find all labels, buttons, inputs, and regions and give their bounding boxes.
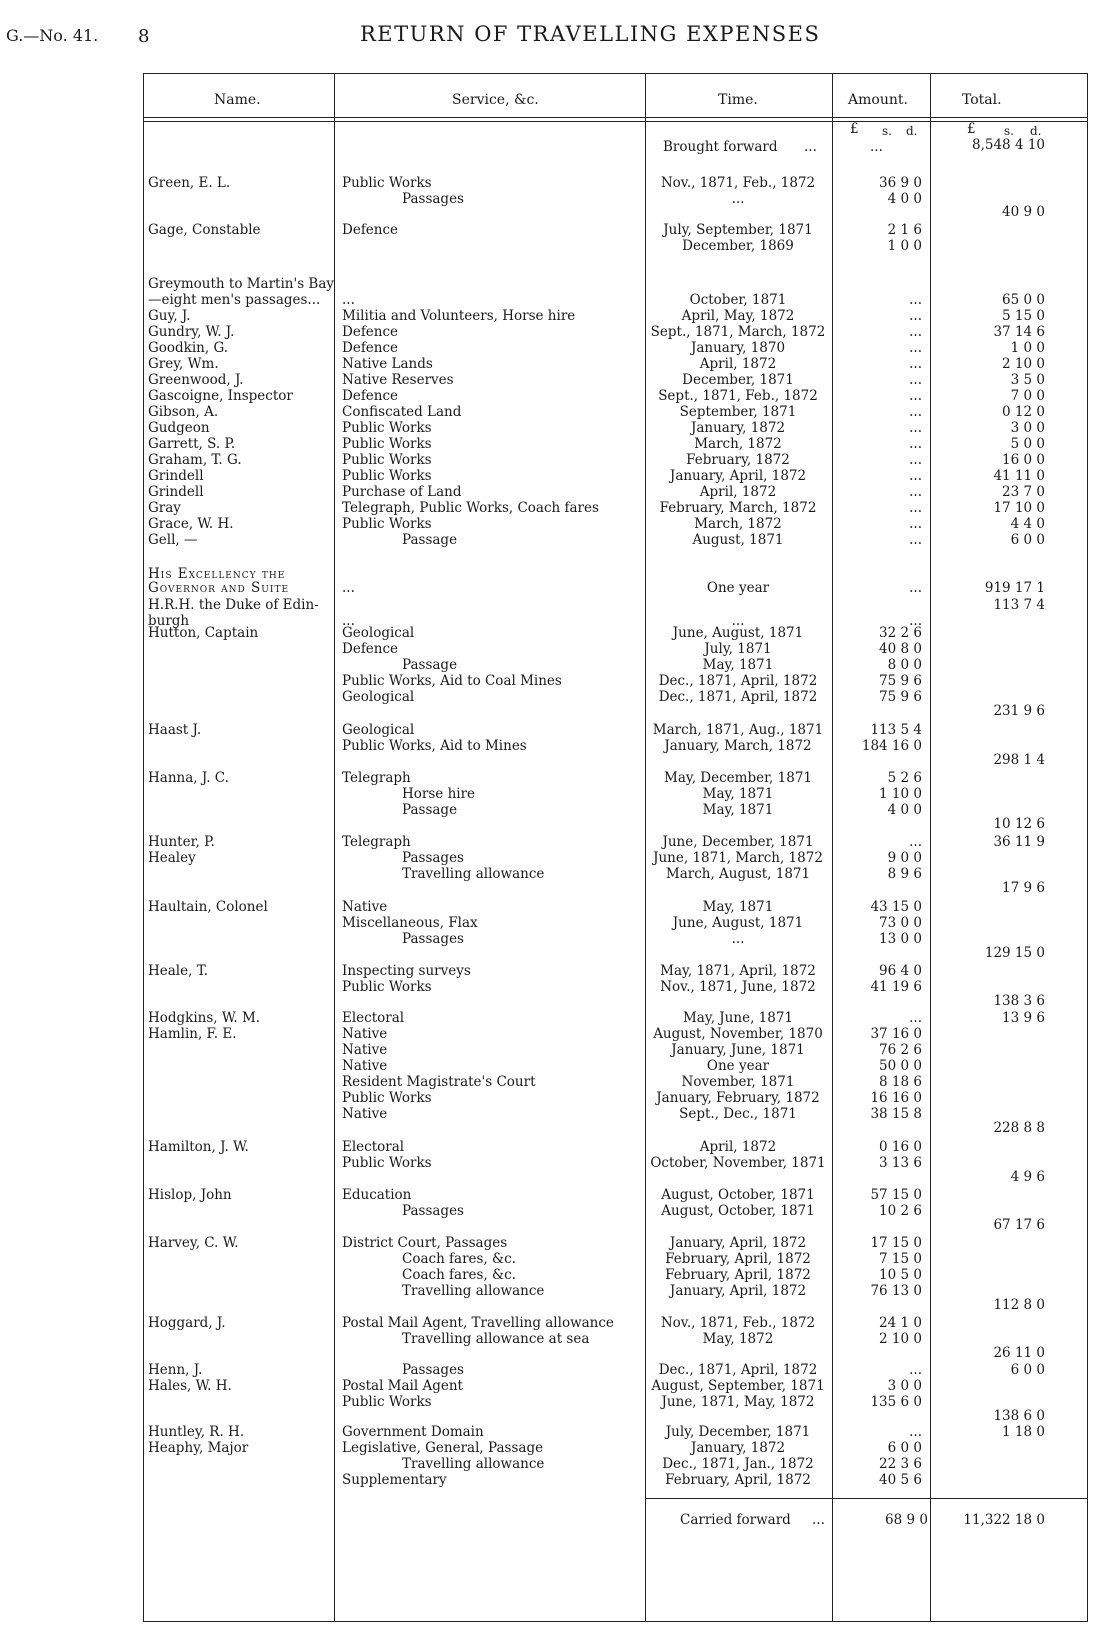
- entry-service: Native Reserves: [342, 372, 454, 388]
- entry-amount: 9 0 0: [887, 850, 922, 866]
- entry-amount: ...: [909, 834, 922, 850]
- entry-service: Native: [342, 1106, 388, 1122]
- entry-amount: 50 0 0: [879, 1058, 922, 1074]
- entry-amount: 1 0 0: [887, 238, 922, 254]
- entry-time: Nov., 1871, Feb., 1872: [660, 1315, 816, 1331]
- entry-name: Grindell: [148, 468, 204, 484]
- document-reference: G.—No. 41.: [6, 26, 99, 45]
- entry-time: July, December, 1871: [665, 1424, 811, 1440]
- entry-service: Education: [342, 1187, 412, 1203]
- entry-amount: 16 16 0: [870, 1090, 922, 1106]
- entry-service: Government Domain: [342, 1424, 484, 1440]
- entry-service: ...: [342, 580, 355, 596]
- entry-time: August, September, 1871: [651, 1378, 825, 1394]
- entry-total: 112 8 0: [993, 1297, 1045, 1313]
- entry-amount: ...: [909, 484, 922, 500]
- entry-time: July, September, 1871: [663, 222, 813, 238]
- entry-total: 0 12 0: [1002, 404, 1045, 420]
- entry-amount: 2 10 0: [879, 1331, 922, 1347]
- entry-time: Dec., 1871, April, 1872: [658, 673, 818, 689]
- entry-name: Hislop, John: [148, 1187, 232, 1203]
- entry-name: Heaphy, Major: [148, 1440, 249, 1456]
- entry-time: Nov., 1871, Feb., 1872: [660, 175, 816, 191]
- entry-total: 37 14 6: [993, 324, 1045, 340]
- carried-forward-rule: [645, 1498, 1088, 1499]
- entry-name: Gage, Constable: [148, 222, 261, 238]
- entry-service: Public Works, Aid to Mines: [342, 738, 527, 754]
- entry-service: Geological: [342, 722, 415, 738]
- entry-time: June, 1871, May, 1872: [661, 1394, 815, 1410]
- entry-service: Defence: [342, 641, 399, 657]
- entry-time: Sept., 1871, Feb., 1872: [658, 388, 818, 404]
- entry-time: January, February, 1872: [656, 1090, 820, 1106]
- entry-name: Haast J.: [148, 722, 202, 738]
- entry-total: 17 10 0: [993, 500, 1045, 516]
- column-time-header: Time.: [718, 92, 758, 108]
- entry-time: May, 1871: [702, 802, 774, 818]
- entry-time: May, June, 1871: [682, 1010, 794, 1026]
- entry-service: Militia and Volunteers, Horse hire: [342, 308, 576, 324]
- page-header: [0, 18, 1114, 48]
- entry-time: August, October, 1871: [661, 1203, 815, 1219]
- entry-service: Public Works: [342, 1394, 432, 1410]
- entry-name: Hutton, Captain: [148, 625, 259, 641]
- entry-service: Telegraph: [342, 834, 411, 850]
- entry-amount: 73 0 0: [879, 915, 922, 931]
- entry-time: March, August, 1871: [665, 866, 811, 882]
- entry-total: 5 15 0: [1002, 308, 1045, 324]
- entry-service: Native: [342, 1058, 388, 1074]
- entry-service: Passages: [402, 191, 464, 207]
- entry-time: Dec., 1871, April, 1872: [658, 1362, 818, 1378]
- entry-service: Travelling allowance: [402, 1283, 545, 1299]
- entry-name: Gibson, A.: [148, 404, 219, 420]
- entry-time: January, April, 1872: [669, 1283, 807, 1299]
- entry-name: Green, E. L.: [148, 175, 231, 191]
- entry-name: Harvey, C. W.: [148, 1235, 239, 1251]
- brought-forward-label: Brought forward: [663, 139, 778, 155]
- entry-service: ...: [342, 292, 355, 308]
- entry-service: Public Works: [342, 516, 432, 532]
- entry-name: Hoggard, J.: [148, 1315, 226, 1331]
- entry-service: Public Works, Aid to Coal Mines: [342, 673, 562, 689]
- entry-amount: ...: [909, 420, 922, 436]
- entry-service: Public Works: [342, 452, 432, 468]
- entry-total: 65 0 0: [1002, 292, 1045, 308]
- entry-time: February, April, 1872: [665, 1251, 811, 1267]
- entry-total: 13 9 6: [1002, 1010, 1045, 1026]
- entry-service: Passage: [402, 532, 458, 548]
- entry-total: 4 4 0: [1010, 516, 1045, 532]
- entry-time: January, April, 1872: [669, 468, 807, 484]
- entry-amount: 22 3 6: [879, 1456, 922, 1472]
- entry-service: ...: [342, 613, 355, 629]
- entry-service: Resident Magistrate's Court: [342, 1074, 536, 1090]
- entry-service: District Court, Passages: [342, 1235, 508, 1251]
- entry-name: Haultain, Colonel: [148, 899, 268, 915]
- entry-service: Electoral: [342, 1139, 405, 1155]
- entry-service: Purchase of Land: [342, 484, 462, 500]
- entry-service: Passages: [402, 931, 464, 947]
- entry-service: Native: [342, 1026, 388, 1042]
- entry-service: Native: [342, 899, 388, 915]
- entry-time: April, 1872: [699, 356, 777, 372]
- entry-time: October, November, 1871: [650, 1155, 826, 1171]
- entry-amount: 8 9 6: [887, 866, 922, 882]
- entry-service: Horse hire: [402, 786, 476, 802]
- entry-time: ...: [731, 191, 745, 207]
- entry-amount: ...: [909, 436, 922, 452]
- table-top-rule: [143, 73, 1088, 74]
- entry-amount: 10 2 6: [879, 1203, 922, 1219]
- entry-time: January, March, 1872: [664, 738, 812, 754]
- entry-total: 6 0 0: [1010, 1362, 1045, 1378]
- entry-time: May, December, 1871: [664, 770, 812, 786]
- entry-name: Hunter, P.: [148, 834, 215, 850]
- entry-service: Defence: [342, 222, 399, 238]
- entry-time: April, May, 1872: [681, 308, 795, 324]
- entry-amount: ...: [909, 308, 922, 324]
- entry-time: July, 1871: [704, 641, 772, 657]
- entry-amount: 32 2 6: [879, 625, 922, 641]
- entry-amount: 113 5 4: [870, 722, 922, 738]
- entry-name: Healey: [148, 850, 196, 866]
- entry-amount: ...: [909, 292, 922, 308]
- entry-service: Supplementary: [342, 1472, 447, 1488]
- entry-service: Travelling allowance at sea: [402, 1331, 590, 1347]
- entry-name: Huntley, R. H.: [148, 1424, 245, 1440]
- entry-amount: 41 19 6: [870, 979, 922, 995]
- entry-time: March, 1872: [694, 516, 782, 532]
- entry-name: His Excellency the: [148, 566, 286, 582]
- entry-name: Governor and Suite: [148, 580, 290, 596]
- entry-amount: 76 13 0: [870, 1283, 922, 1299]
- entry-amount: 8 0 0: [887, 657, 922, 673]
- entry-service: Travelling allowance: [402, 866, 545, 882]
- entry-time: January, 1872: [690, 420, 786, 436]
- entry-amount: 75 9 6: [879, 689, 922, 705]
- entry-amount: 3 0 0: [887, 1378, 922, 1394]
- entry-service: Passages: [402, 1203, 464, 1219]
- entry-time: December, 1869: [682, 238, 794, 254]
- entry-amount: 10 5 0: [879, 1267, 922, 1283]
- entry-name: H.R.H. the Duke of Edin-: [148, 597, 319, 613]
- entry-time: ...: [731, 931, 745, 947]
- entry-time: October, 1871: [689, 292, 787, 308]
- entry-time: Nov., 1871, June, 1872: [660, 979, 816, 995]
- entry-amount: 57 15 0: [870, 1187, 922, 1203]
- entry-amount: ...: [909, 1362, 922, 1378]
- entry-time: April, 1872: [699, 484, 777, 500]
- entry-name: Grey, Wm.: [148, 356, 219, 372]
- entry-amount: 8 18 6: [879, 1074, 922, 1090]
- entry-total: 138 6 0: [993, 1408, 1045, 1424]
- entry-time: June, December, 1871: [662, 834, 814, 850]
- column-service-header: Service, &c.: [452, 92, 539, 108]
- entry-service: Miscellaneous, Flax: [342, 915, 478, 931]
- entry-time: May, 1871: [702, 899, 774, 915]
- entry-amount: ...: [909, 1424, 922, 1440]
- entry-service: Telegraph: [342, 770, 411, 786]
- page-title: RETURN OF TRAVELLING EXPENSES: [360, 22, 821, 46]
- entry-time: August, 1871: [692, 532, 784, 548]
- total-penny-label: d.: [1030, 124, 1042, 138]
- entry-name: Hamlin, F. E.: [148, 1026, 237, 1042]
- total-pound-label: £: [967, 121, 976, 137]
- entry-name: Heale, T.: [148, 963, 209, 979]
- entry-time: One year: [706, 580, 770, 596]
- entry-time: May, 1871: [702, 657, 774, 673]
- entry-amount: 184 16 0: [861, 738, 922, 754]
- entry-amount: ...: [909, 516, 922, 532]
- entry-total: 26 11 0: [993, 1345, 1045, 1361]
- carried-forward-dots: ...: [812, 1512, 825, 1528]
- entry-amount: ...: [909, 532, 922, 548]
- entry-time: August, October, 1871: [661, 1187, 815, 1203]
- entry-name: Hodgkins, W. M.: [148, 1010, 261, 1026]
- entry-service: Passage: [402, 657, 458, 673]
- entry-service: Public Works: [342, 1090, 432, 1106]
- entry-service: Passage: [402, 802, 458, 818]
- entry-amount: ...: [909, 500, 922, 516]
- entry-amount: ...: [909, 452, 922, 468]
- entry-amount: 1 10 0: [879, 786, 922, 802]
- entry-time: Sept., Dec., 1871: [679, 1106, 797, 1122]
- entry-time: May, 1871, April, 1872: [660, 963, 816, 979]
- entry-total: 1 0 0: [1010, 340, 1045, 356]
- entry-amount: 13 0 0: [879, 931, 922, 947]
- entry-service: Confiscated Land: [342, 404, 462, 420]
- entry-total: 2 10 0: [1002, 356, 1045, 372]
- entry-service: Defence: [342, 324, 399, 340]
- entry-amount: ...: [909, 388, 922, 404]
- entry-name: Henn, J.: [148, 1362, 203, 1378]
- entry-service: Public Works: [342, 175, 432, 191]
- entry-amount: 4 0 0: [887, 802, 922, 818]
- entry-amount: 0 16 0: [879, 1139, 922, 1155]
- entry-service: Passages: [402, 1362, 464, 1378]
- entry-amount: 36 9 0: [879, 175, 922, 191]
- entry-amount: 3 13 6: [879, 1155, 922, 1171]
- entry-total: 3 0 0: [1010, 420, 1045, 436]
- entry-time: December, 1871: [682, 372, 794, 388]
- entry-amount: ...: [909, 356, 922, 372]
- entry-time: June, 1871, March, 1872: [653, 850, 823, 866]
- entry-total: 7 0 0: [1010, 388, 1045, 404]
- entry-amount: 135 6 0: [870, 1394, 922, 1410]
- entry-name: —eight men's passages...: [148, 292, 321, 308]
- entry-time: September, 1871: [679, 404, 797, 420]
- entry-amount: 43 15 0: [870, 899, 922, 915]
- entry-amount: 7 15 0: [879, 1251, 922, 1267]
- amount-penny-label: d.: [906, 124, 918, 138]
- entry-name: Gudgeon: [148, 420, 210, 436]
- entry-amount: ...: [909, 468, 922, 484]
- entry-amount: ...: [909, 580, 922, 596]
- entry-total: 16 0 0: [1002, 452, 1045, 468]
- entry-total: 1 18 0: [1002, 1424, 1045, 1440]
- entry-amount: ...: [909, 1010, 922, 1026]
- entry-time: April, 1872: [699, 1139, 777, 1155]
- entry-time: One year: [706, 1058, 770, 1074]
- entry-amount: 5 2 6: [887, 770, 922, 786]
- carried-forward-amount: 68 9 0: [885, 1512, 928, 1528]
- entry-total: 36 11 9: [993, 834, 1045, 850]
- entry-service: Electoral: [342, 1010, 405, 1026]
- entry-service: Postal Mail Agent, Travelling allowance: [342, 1315, 614, 1331]
- entry-amount: ...: [909, 340, 922, 356]
- entry-time: November, 1871: [681, 1074, 795, 1090]
- entry-amount: 75 9 6: [879, 673, 922, 689]
- entry-name: Greymouth to Martin's Bay: [148, 276, 335, 292]
- brought-forward-amount: ...: [870, 139, 883, 155]
- entry-name: Hamilton, J. W.: [148, 1139, 249, 1155]
- entry-total: 231 9 6: [993, 703, 1045, 719]
- entry-time: June, August, 1871: [672, 625, 804, 641]
- entry-time: January, April, 1872: [669, 1235, 807, 1251]
- entry-amount: ...: [909, 324, 922, 340]
- column-total-header: Total.: [962, 92, 1002, 108]
- entry-time: March, 1872: [694, 436, 782, 452]
- entry-service: Telegraph, Public Works, Coach fares: [342, 500, 599, 516]
- header-rule: [143, 117, 1088, 118]
- amount-shilling-label: s.: [882, 124, 892, 138]
- entry-time: February, 1872: [686, 452, 790, 468]
- entry-time: June, August, 1871: [672, 915, 804, 931]
- total-shilling-label: s.: [1004, 124, 1014, 138]
- entry-amount: ...: [909, 404, 922, 420]
- entry-service: Postal Mail Agent: [342, 1378, 463, 1394]
- entry-service: Public Works: [342, 436, 432, 452]
- entry-total: 3 5 0: [1010, 372, 1045, 388]
- entry-total: 129 15 0: [984, 945, 1045, 961]
- entry-amount: 24 1 0: [879, 1315, 922, 1331]
- entry-service: Public Works: [342, 1155, 432, 1171]
- entry-service: Inspecting surveys: [342, 963, 471, 979]
- entry-total: 41 11 0: [993, 468, 1045, 484]
- entry-service: Legislative, General, Passage: [342, 1440, 544, 1456]
- entry-total: 67 17 6: [993, 1217, 1045, 1233]
- entry-time: ...: [731, 613, 745, 629]
- entry-amount: 96 4 0: [879, 963, 922, 979]
- brought-forward-total: 8,548 4 10: [972, 137, 1045, 153]
- entry-total: 10 12 6: [993, 816, 1045, 832]
- entry-service: Public Works: [342, 420, 432, 436]
- entry-total: 138 3 6: [993, 993, 1045, 1009]
- entry-total: 5 0 0: [1010, 436, 1045, 452]
- entry-amount: 37 16 0: [870, 1026, 922, 1042]
- entry-time: January, 1870: [690, 340, 786, 356]
- entry-time: Dec., 1871, Jan., 1872: [662, 1456, 814, 1472]
- entry-name: Gundry, W. J.: [148, 324, 235, 340]
- entry-name: Grace, W. H.: [148, 516, 234, 532]
- entry-name: Guy, J.: [148, 308, 191, 324]
- entry-total: 298 1 4: [993, 752, 1045, 768]
- entry-amount: ...: [909, 613, 922, 629]
- entry-total: 6 0 0: [1010, 532, 1045, 548]
- entry-total: 919 17 1: [984, 580, 1045, 596]
- entry-time: August, November, 1870: [653, 1026, 823, 1042]
- entry-time: Sept., 1871, March, 1872: [650, 324, 826, 340]
- entry-total: 4 9 6: [1010, 1169, 1045, 1185]
- entry-service: Defence: [342, 340, 399, 356]
- entry-amount: 6 0 0: [887, 1440, 922, 1456]
- column-divider: [645, 73, 646, 1621]
- entry-time: May, 1872: [702, 1331, 774, 1347]
- entry-total: 113 7 4: [993, 597, 1045, 613]
- entry-time: February, April, 1872: [665, 1267, 811, 1283]
- entry-service: Native Lands: [342, 356, 433, 372]
- entry-name: Gray: [148, 500, 181, 516]
- entry-service: Travelling allowance: [402, 1456, 545, 1472]
- amount-pound-label: £: [850, 121, 859, 137]
- entry-name: Gell, —: [148, 532, 198, 548]
- entry-amount: ...: [909, 372, 922, 388]
- entry-name: Goodkin, G.: [148, 340, 229, 356]
- entry-name: Greenwood, J.: [148, 372, 244, 388]
- entry-time: May, 1871: [702, 786, 774, 802]
- entry-total: 17 9 6: [1002, 880, 1045, 896]
- entry-name: Garrett, S. P.: [148, 436, 236, 452]
- header-rule-double: [143, 121, 1088, 122]
- entry-amount: 2 1 6: [887, 222, 922, 238]
- entry-time: Dec., 1871, April, 1872: [658, 689, 818, 705]
- entry-service: Defence: [342, 388, 399, 404]
- entry-total: 23 7 0: [1002, 484, 1045, 500]
- entry-service: Geological: [342, 689, 415, 705]
- entry-service: Coach fares, &c.: [402, 1251, 516, 1267]
- page-number: 8: [138, 26, 150, 47]
- entry-amount: 4 0 0: [887, 191, 922, 207]
- entry-name: Grindell: [148, 484, 204, 500]
- entry-name: Gascoigne, Inspector: [148, 388, 293, 404]
- entry-amount: 40 8 0: [879, 641, 922, 657]
- entry-name: Hales, W. H.: [148, 1378, 232, 1394]
- entry-name: burgh: [148, 613, 190, 629]
- entry-name: Hanna, J. C.: [148, 770, 229, 786]
- entry-service: Passages: [402, 850, 464, 866]
- entry-amount: 40 5 6: [879, 1472, 922, 1488]
- entry-total: 228 8 8: [993, 1120, 1045, 1136]
- entry-time: March, 1871, Aug., 1871: [652, 722, 824, 738]
- entry-service: Geological: [342, 625, 415, 641]
- entry-time: February, March, 1872: [659, 500, 817, 516]
- column-divider: [334, 73, 335, 1621]
- column-name-header: Name.: [214, 92, 261, 108]
- carried-forward-total: 11,322 18 0: [963, 1512, 1045, 1528]
- carried-forward-label: Carried forward: [680, 1512, 791, 1528]
- column-amount-header: Amount.: [848, 92, 908, 108]
- entry-service: Native: [342, 1042, 388, 1058]
- entry-amount: 76 2 6: [879, 1042, 922, 1058]
- entry-time: January, June, 1871: [671, 1042, 805, 1058]
- entry-time: February, April, 1872: [665, 1472, 811, 1488]
- entry-time: January, 1872: [690, 1440, 786, 1456]
- entry-service: Public Works: [342, 468, 432, 484]
- entry-amount: 38 15 8: [870, 1106, 922, 1122]
- entry-service: Coach fares, &c.: [402, 1267, 516, 1283]
- brought-forward-dots: ...: [804, 139, 817, 155]
- entry-amount: 17 15 0: [870, 1235, 922, 1251]
- entry-total: 40 9 0: [1002, 204, 1045, 220]
- entry-service: Public Works: [342, 979, 432, 995]
- entry-name: Graham, T. G.: [148, 452, 242, 468]
